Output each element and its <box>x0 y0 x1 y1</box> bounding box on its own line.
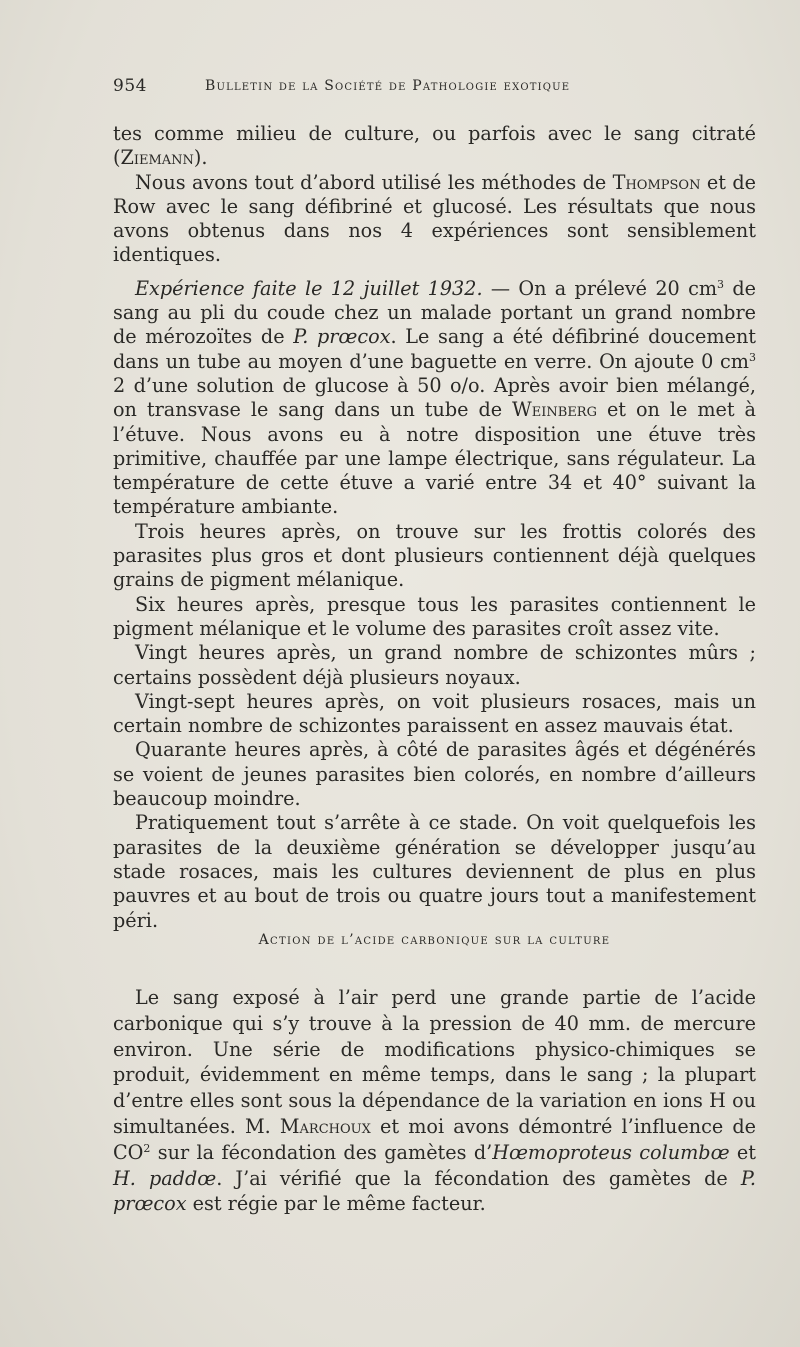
superscript: 3 <box>717 277 725 291</box>
section-text <box>113 985 756 1217</box>
text-run: et <box>729 1140 756 1164</box>
author-name: Ziemann <box>120 146 194 170</box>
text-run: Nous avons tout d’abord utilisé les méthodes de <box>135 170 613 194</box>
text-run: sur la fécondation des gamètes d’ <box>150 1140 493 1164</box>
paragraph <box>113 985 756 1217</box>
page-number: 954 <box>113 76 147 96</box>
text-run: et de Row avec le sang défibriné et glucosé. Les résultats que nous avons obtenus dans nos 4 expériences sont sensiblement identiques. <box>113 170 757 267</box>
text-run: et moi avons démontré l’influence de CO <box>113 1114 757 1164</box>
text-run: — On a prélevé 20 cm <box>482 276 718 300</box>
text-run: est régie par le même facteur. <box>186 1192 486 1216</box>
paragraph: Six heures après, presque tous les parasites contiennent le pigment mélanique et le volume des parasites croît assez vite. <box>113 592 756 640</box>
text-run: . Le sang a été défibriné doucement dans un tube au moyen d’une baguette en verre. On ajoute 0 cm <box>113 325 757 373</box>
text-run: de sang au pli du coude chez un malade portant un grand nombre de mérozoïtes de <box>113 276 756 349</box>
paragraph: Vingt-sept heures après, on voit plusieurs rosaces, mais un certain nombre de schizontes paraissent en assez mauvais état. <box>113 689 756 738</box>
species-name: Hœmoproteus columbœ <box>492 1140 730 1164</box>
species-name: H. paddœ <box>113 1166 217 1190</box>
main-text <box>113 122 756 933</box>
running-head: Bulletin de la Société de Pathologie exotique <box>205 78 571 94</box>
experiment-heading: Expérience faite le 12 juillet 1932. <box>135 276 483 300</box>
species-name: P. prœcox <box>293 325 391 349</box>
paragraph: Pratiquement tout s’arrête à ce stade. On voit quelquefois les parasites de la deuxième génération se développer jusqu’au stade rosaces, mais les cultures deviennent de plus en plus pauvres et au bout de trois ou quatre jours tout a manifestement péri. <box>113 811 756 932</box>
paragraph: Vingt heures après, un grand nombre de schizontes mûrs ; certains possèdent déjà plusieurs noyaux. <box>113 641 756 689</box>
text-run: 2 d’une solution de glucose à 50 o/o. Après avoir bien mélangé, on transvase le sang dans un tube de <box>113 373 756 422</box>
paragraph: Trois heures après, on trouve sur les frottis colorés des parasites plus gros et dont plusieurs contiennent déjà quelques grains de pigment mélanique. <box>113 519 756 592</box>
experiment-paragraph <box>113 277 756 520</box>
section-heading: Action de l’acide carbonique sur la culture <box>258 932 611 948</box>
text-run: tes comme milieu de culture, ou parfois avec le sang citraté ( <box>113 122 756 170</box>
text-run: Le sang exposé à l’air perd une grande partie de l’acide carbonique qui s’y trouve à la pression de 40 mm. de mercure environ. Une série de modifications physico-chimiques se produit, évidemment en même temps, dans le sang ; la plupart d’entre elles sont sous la dépendance de la variation en ions H ou simultanées. M. <box>113 986 756 1138</box>
text-run: et on le met à l’étuve. Nous avons eu à notre disposition une étuve très primitive, chauffée par une lampe électrique, sans régulateur. La température de cette étuve a varié entre 34 et 40° suivant la température ambiante. <box>113 398 756 519</box>
paragraph: Quarante heures après, à côté de parasites âgés et dégénérés se voient de jeunes parasites bien colorés, en nombre d’ailleurs beaucoup moindre. <box>113 738 756 811</box>
paragraph <box>113 122 756 171</box>
text-run: ). <box>193 146 208 170</box>
author-name: Thompson <box>612 170 701 194</box>
superscript: 2 <box>143 1141 151 1155</box>
text-run: . J’ai vérifié que la fécondation des gamètes de <box>216 1166 741 1190</box>
species-name: P. prœcox <box>113 1166 756 1216</box>
paragraph <box>113 171 756 268</box>
page-header <box>113 74 753 102</box>
superscript: 3 <box>749 350 756 364</box>
author-name: Weinberg <box>512 398 597 422</box>
author-name: Marchoux <box>279 1114 371 1138</box>
